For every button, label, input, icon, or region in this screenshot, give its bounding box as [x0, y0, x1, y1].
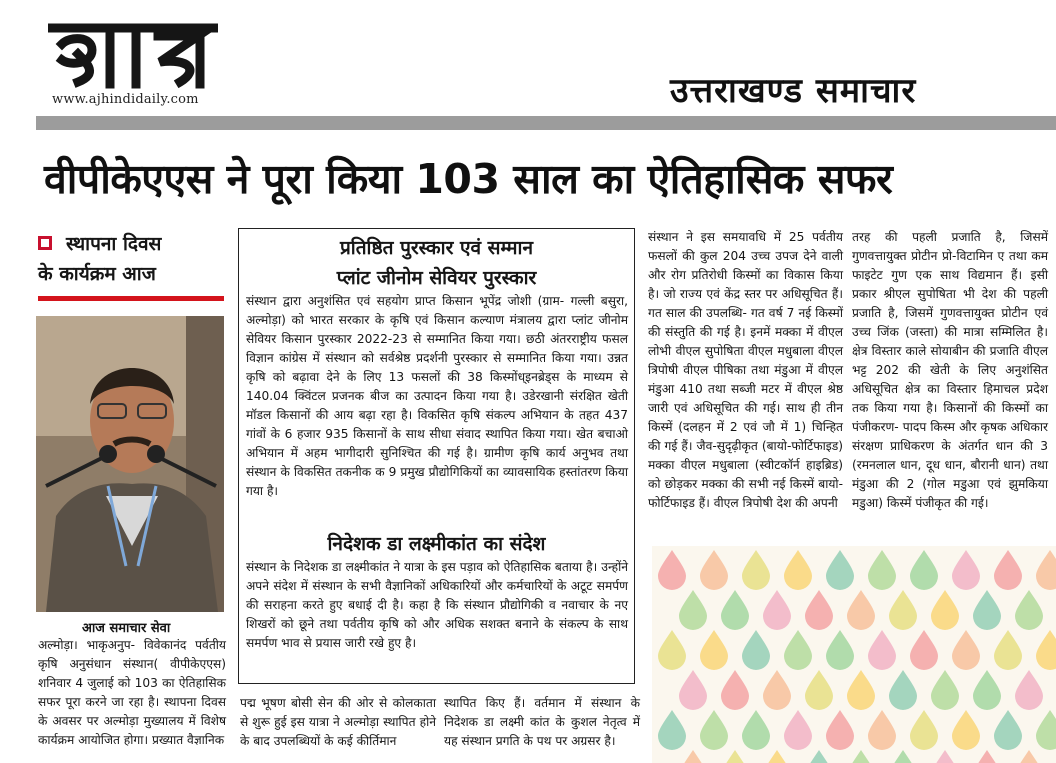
awards-heading: प्रतिष्ठित पुरस्कार एवं सम्मान: [339, 237, 533, 259]
speaker-photo: [36, 316, 224, 612]
bottom-text-col2: स्थापित किए हैं। वर्तमान में संस्थान के निदेशक डा लक्ष्मी कांत के कुशल नेतृत्व में यह संस्थान प्रगति के पथ पर अग्रसर है।: [444, 696, 640, 748]
aaj-logo: [48, 14, 218, 94]
sidebar-title-line1: स्थापना दिवस: [66, 233, 162, 255]
awards-paragraph: संस्थान द्वारा अनुशंसित एवं सहयोग प्राप्त किसान भूपेंद्र जोशी (ग्राम- गल्ली बसुरा, अल्मोड़ा) को भारत सरकार के कृषि एवं किसान कल्याण मंत्रालय द्वारा प्लांट जीनोम सेवियर किसान पुरस्कार 2022-23 से सम्मानित किया गया। छठी अंतरराष्ट्रीय फसल विज्ञान कांग्रेस में संस्थान को सर्वश्रेष्ठ प्रदर्शनी पुरस्कार से सम्मानित किया गया। उन्नत कृषि को बढ़ावा देने के लिए 13 फसलों की 38 किस्मोंध्इनब्रेड्स के माध्यम से 140.04 क्विंटल प्रजनक बीज का उत्पादन किया गया है। उडेरखानी संरक्षित खेती मॉडल किसानों की आय बढ़ा रहा है। विकसित कृषि संकल्प अभियान के तहत 437 गांवों के 6 हजार 935 किसानों के साथ सीधा संवाद स्थापित किया गया। खेत बचाओ अभियान में अहम भागीदारी सुनिश्चित की गई है। ग्रामीण कृषि कार्य अनुभव तथा संस्थान के विकसित तकनीक क 9 प्रमुख प्रौद्योगिकियों का व्यावसायिक हस्तांतरण किया गया है।: [246, 294, 628, 498]
raindrop-pattern-overlay: [652, 546, 1056, 763]
section-title: उत्तराखण्ड समाचार: [670, 71, 917, 111]
main-headline: वीपीकेएएस ने पूरा किया 103 साल का ऐतिहासिक सफर: [44, 155, 893, 203]
article-column-3: संस्थान ने इस समयावधि में 25 पर्वतीय फसलों की कुल 204 उच्च उपज देने वाली और रोग प्रतिरोधी किस्मों का विकास किया है। जो राज्य एवं केंद्र स्तर पर अधिसूचित हैं। गत साल की उपलब्धि- गत वर्ष 7 नई किस्मों की संस्तुति की गई है। इनमें मक्का में वीएल लोभी वीएल सुपोषिता वीएल मधुबाला वीएल त्रिपोषी वीएल पीषिका तथा मंडुआ में वीएल मंडुआ 410 तथा सब्जी मटर में वीएल श्रेष्ठ जारी एवं अधिसूचित की गई। साथ ही तीन किस्में (दलहन में 2 एवं जौ में 1) चिन्हित की गई हैं। जैव-सुदृढ़ीकृत (बायो-फोर्टिफाइड) मक्का वीएल मधुबाला (स्वीटकॉर्न हाइब्रिड) को छोड़कर मक्का की सभी नई किस्में बायो-फोर्टिफाइड हैं। वीएल त्रिपोषी देश की अपनी: [648, 230, 843, 510]
article-column-4: तरह की पहली प्रजाति है, जिसमें गुणवत्तायुक्त प्रोटीन प्रो-विटामिन ए तथा कम फाइटेट गुण एक साथ विद्यमान हैं। इसी प्रकार श्रीएल सुपोषिता भी देश की पहली प्रजाति है, जिसमें गुणवत्तायुक्त प्रोटीन एवं उच्च जिंक (जस्ता) की मात्रा सम्मिलित है। क्षेत्र विस्तार काले सोयाबीन की प्रजाति वीएल भट्ट 202 की खेती के लिए अनुशंसित अधिसूचित क्षेत्र का विस्तार हिमाचल प्रदेश तक किया गया है। किसानों की किस्मों का पंजीकरण- पादप किस्म और कृषक अधिकार संरक्षण प्राधिकरण के अंतर्गत धान की 3 (रमनलाल धान, दूध धान, बौरानी धान) तथा मंडुआ की 2 (गोल मडुआ एवं झुमकिया मडुआ) किस्में पंजीकृत की गई।: [852, 230, 1048, 510]
sidebar-title-line2: के कार्यक्रम आज: [38, 263, 156, 285]
sidebar-divider: [38, 296, 224, 301]
website-url[interactable]: www.ajhindidaily.com: [52, 92, 199, 107]
director-paragraph: संस्थान के निदेशक डा लक्ष्मीकांत ने यात्रा के इस पड़ाव को ऐतिहासिक बताया है। उन्होंने अपने संदेश में संस्थान के सभी वैज्ञानिकों अधिकारियों और कर्मचारियों के अटूट समर्पण की सराहना करते हुए बधाई दी है। कहा है कि संस्थान प्रौद्योगिकी व नवाचार के नए शिखरों को छूने तथा पर्वतीय कृषि को और अधिक सशक्त बनाने के संकल्प के साथ समर्पण भाव से प्रयास जारी रखे हुए है।: [246, 560, 628, 650]
director-heading: निदेशक डा लक्ष्मीकांत का संदेश: [327, 533, 546, 555]
award-subheading: प्लांट जीनोम सेवियर पुरस्कार: [336, 267, 537, 289]
bottom-text-col1: पद्म भूषण बोसी सेन की ओर से कोलकाता से शुरू हुई इस यात्रा ने अल्मोड़ा स्थापित होने के बाद उपलब्धियों के कई कीर्तिमान: [240, 696, 436, 748]
photo-caption: आज समाचार सेवा: [82, 621, 171, 636]
sidebar-lead-text: अल्मोड़ा। भाकृअनुप- विवेकानंद पर्वतीय कृषि अनुसंधान संस्थान( वीपीकेएएस) शनिवार 4 जुलाई को 103 का ऐतिहासिक सफर पूरा करने जा रहा है। स्थापना दिवस के अवसर पर अल्मोड़ा मुख्यालय में विशेष कार्यक्रम आयोजित होगा। प्रख्यात वैज्ञानिक: [38, 638, 226, 747]
checkbox-icon: [38, 236, 52, 250]
masthead-rule: [36, 116, 1056, 130]
